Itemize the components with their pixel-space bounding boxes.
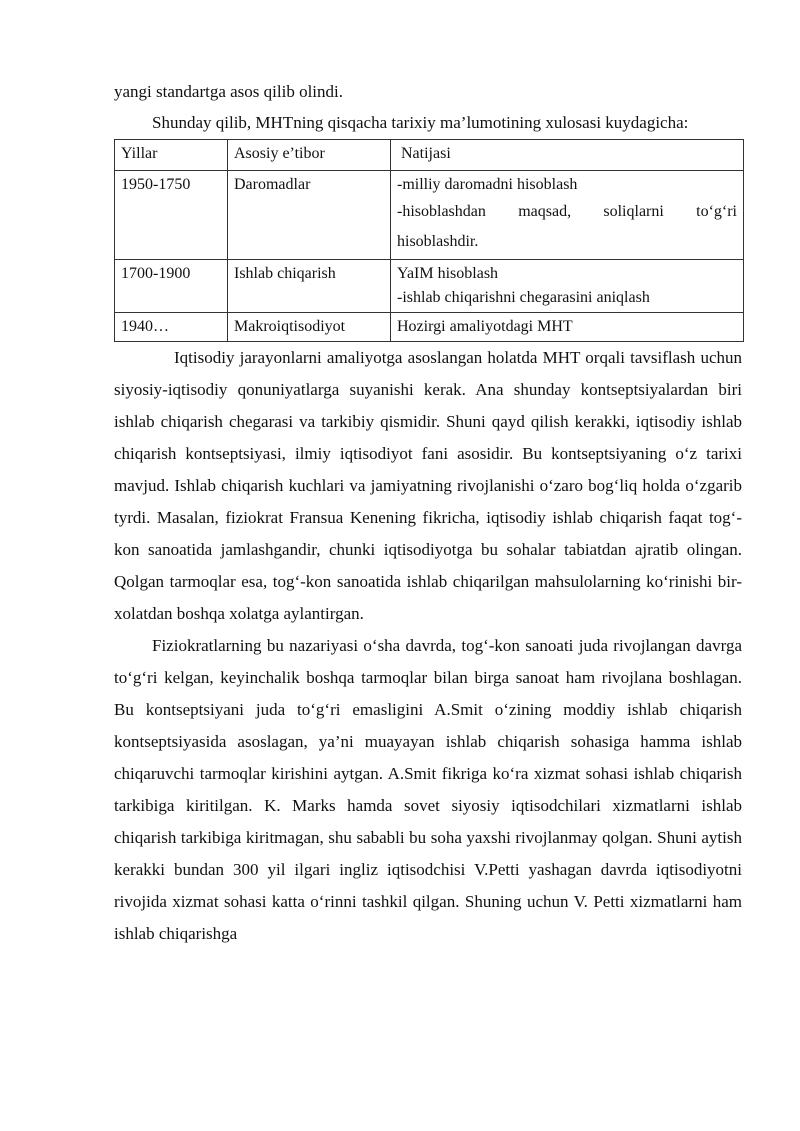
- history-table: [114, 139, 744, 342]
- header-focus: Asosiy e’tibor: [228, 140, 391, 171]
- header-years: Yillar: [115, 140, 228, 171]
- header-result: Natijasi: [391, 140, 744, 171]
- result-line: YaIM hisoblash: [397, 265, 499, 282]
- cell-years: 1940…: [115, 313, 228, 342]
- cell-focus: Daromadlar: [228, 171, 391, 260]
- result-line: -hisoblashdan maqsad, soliqlarni to‘g‘ri hisoblashdir.: [397, 203, 737, 250]
- table-row: [115, 171, 744, 260]
- paragraph: Fiziokratlarning bu nazariyasi o‘sha davrda, tog‘-kon sanoati juda rivojlangan davrga to‘g‘ri kelgan, keyinchalik boshqa tarmoqlar bilan birga sanoat ham rivojlana boshlagan. Bu kontseptsiyani juda to‘g‘ri emasligini A.Smit o‘zining moddiy ishlab chiqarish kontseptsiyasida asoslagan, ya’ni muayayan ishlab chiqarish sohasiga hamma ishlab chiqaruvchi tarmoqlar kirishini aytgan. A.Smit fikriga ko‘ra xizmat sohasi ishlab chiqarish tarkibiga kiritilgan. K. Marks hamda sovet siyosiy iqtisodchilari xizmatlarni ishlab chiqarish tarkibiga kiritmagan, shu sababli bu soha yaxshi rivojlanmay qolgan. Shuni aytish kerakki bundan 300 yil ilgari ingliz iqtisodchisi V.Petti yashagan davrda iqtisodiyotni rivojida xizmat sohasi katta o‘rinni tashkil qilgan. Shuning uchun V. Petti xizmatlarni ham ishlab chiqarishga: [114, 636, 742, 943]
- page-content: [114, 76, 742, 950]
- paragraph: Iqtisodiy jarayonlarni amaliyotga asoslangan holatda MHT orqali tavsiflash uchun siyosiy-iqtisodiy qonuniyatlarga suyanishi kerak. Ana shunday kontseptsiyalardan biri ishlab chiqarish chegarasi va tarkibiy qismidir. Shuni qayd qilish kerakki, iqtisodiy ishlab chiqarish kontseptsiyasi, ilmiy iqtisodiyot fani asosidir. Bu kontseptsiyaning o‘z tarixi mavjud. Ishlab chiqarish kuchlari va jamiyatning rivojlanishi o‘zaro bog‘liq holda o‘zgarib tyrdi. Masalan, fiziokrat Fransua Kenening fikricha, iqtisodiy ishlab chiqarish faqat tog‘-kon sanoatida jamlashgandir, chunki iqtisodiyotga bu sohalar tabiatdan ajratib olingan. Qolgan tarmoqlar esa, tog‘-kon sanoatida ishlab chiqarilgan mahsulolarning ko‘rinishi bir-xolatdan boshqa xolatga aylantirgan.: [114, 348, 742, 623]
- cell-years: 1950-1750: [115, 171, 228, 260]
- cell-focus: Ishlab chiqarish: [228, 260, 391, 313]
- intro-summary: Shunday qilib, MHTning qisqacha tarixiy ma’lumotining xulosasi kuydagicha:: [152, 113, 689, 132]
- cell-result: [391, 260, 744, 313]
- cell-result: [391, 313, 744, 342]
- table-row: [115, 313, 744, 342]
- intro-line: yangi standartga asos qilib olindi.: [114, 82, 343, 101]
- cell-result: [391, 171, 744, 260]
- body-text: [114, 342, 742, 950]
- result-line: Hozirgi amaliyotdagi MHT: [397, 318, 573, 335]
- table-row: [115, 260, 744, 313]
- cell-focus: Makroiqtisodiyot: [228, 313, 391, 342]
- cell-years: 1700-1900: [115, 260, 228, 313]
- result-line: -milliy daromadni hisoblash: [397, 176, 578, 193]
- table-header-row: [115, 140, 744, 171]
- result-line: -ishlab chiqarishni chegarasini aniqlash: [397, 289, 650, 306]
